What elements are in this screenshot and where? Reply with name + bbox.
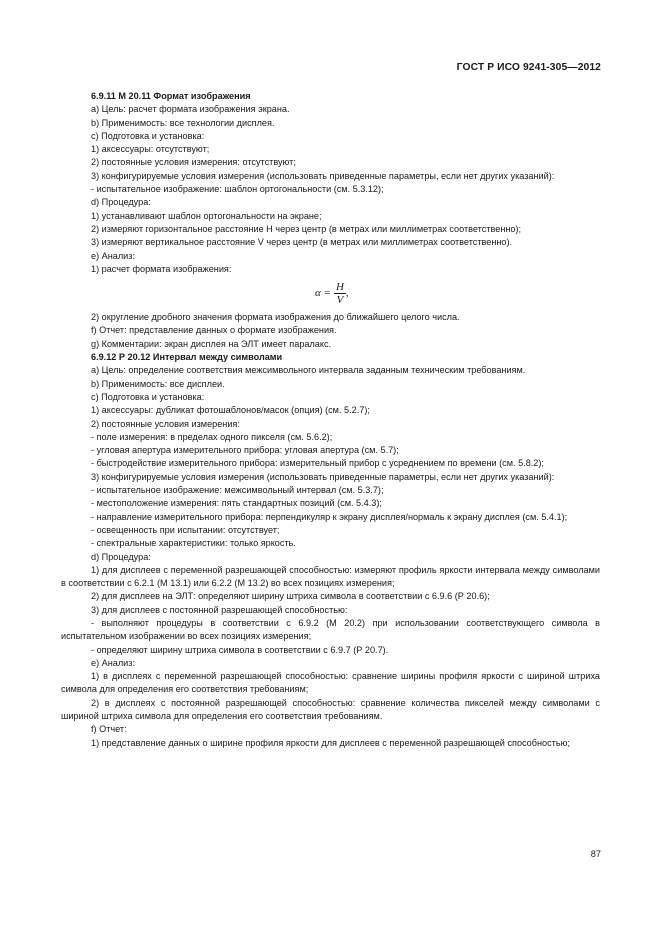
paragraph: e) Анализ: [91,657,135,668]
paragraph: - испытательное изображение: межсимвольный интервал (см. 5.3.7); [91,485,384,496]
paragraph: g) Комментарии: экран дисплея на ЭЛТ имеет паралакс. [91,338,332,349]
section-title-6-9-12: 6.9.12 Р 20.12 Интервал между символами [91,352,283,363]
paragraph: 2) измеряют горизонтальное расстояние H через центр (в метрах или миллиметрах соответственно); [91,223,522,234]
paragraph: 3) измеряют вертикальное расстояние V через центр (в метрах или миллиметрах соответственно). [91,237,513,248]
paragraph: d) Процедура: [91,551,151,562]
formula-denominator: V [336,293,344,306]
paragraph: 1) для дисплеев с переменной разрешающей способностью: измеряют профиль яркости интервала между символами в соответствии с 6.2.1 (М 13.1) или 6.2.2 (М 13.2) во всех позициях измерения; [61,564,600,589]
paragraph: - быстродействие измерительного прибора: измерительный прибор с усреднением по времени (см. 5.8.2); [91,458,544,469]
paragraph: a) Цель: определение соответствия межсимвольного интервала заданным техническим требованиям. [91,365,526,376]
document-header: ГОСТ Р ИСО 9241-305—2012 [456,62,601,73]
paragraph: 2) для дисплеев на ЭЛТ: определяют ширину штриха символа в соответствии с 6.9.6 (Р 20.6); [91,591,490,602]
paragraph: 1) аксессуары: отсутствуют; [91,144,210,155]
paragraph: 1) устанавливают шаблон ортогональности на экране; [91,210,322,221]
aspect-ratio-formula [61,278,600,308]
formula-lhs: α = [315,286,331,299]
paragraph: - местоположение измерения: пять стандартных позиций (см. 5.4.3); [91,498,382,509]
paragraph: 1) представление данных о ширине профиля яркости для дисплеев с переменной разрешающей способностью; [91,737,570,748]
page-number: 87 [590,849,601,859]
paragraph: 2) постоянные условия измерения: отсутствуют; [91,157,296,168]
formula-tail: , [345,286,349,299]
paragraph: c) Подготовка и установка: [91,130,205,141]
section-title-6-9-11: 6.9.11 М 20.11 Формат изображения [91,91,251,101]
paragraph: 2) в дисплеях с постоянной разрешающей способностью: сравнение количества пикселей между символами с шириной штриха символа для определения его соответствия требованиям. [61,697,600,722]
paragraph: - угловая апертура измерительного прибора: угловая апертура (см. 5.7); [91,445,399,456]
paragraph: e) Анализ: [91,250,135,261]
paragraph: - определяют ширину штриха символа в соответствии с 6.9.7 (Р 20.7). [91,644,389,655]
paragraph: c) Подготовка и установка: [91,391,205,402]
paragraph: 1) расчет формата изображения: [91,263,232,274]
formula-fraction [334,281,346,306]
formula-numerator: H [335,280,344,293]
paragraph: b) Применимость: все технологии дисплея. [91,117,275,128]
paragraph: b) Применимость: все дисплеи. [91,378,225,389]
paragraph: 1) аксессуары: дубликат фотошаблонов/масок (опция) (см. 5.2.7); [91,405,370,416]
paragraph: 3) для дисплеев с постоянной разрешающей способностью: [91,604,348,615]
paragraph: - поле измерения: в пределах одного пикселя (см. 5.6.2); [91,431,333,442]
paragraph: 3) конфигурируемые условия измерения (использовать приведенные параметры, если нет других указаний): [91,170,555,181]
paragraph: - освещенность при испытании: отсутствует; [91,524,280,535]
paragraph: - выполняют процедуры в соответствии с 6.9.2 (М 20.2) при использовании соответствующего символа в испытательном изображении во всех позициях измерения; [61,617,600,642]
paragraph: a) Цель: расчет формата изображения экрана. [91,104,290,115]
paragraph: 1) в дисплеях с переменной разрешающей способностью: сравнение ширины профиля яркости с шириной штриха символа для определения его соответствия требованиям; [61,671,600,695]
paragraph: 2) округление дробного значения формата изображения до ближайшего целого числа. [91,312,460,323]
paragraph: f) Отчет: [91,724,127,735]
paragraph: 3) конфигурируемые условия измерения (использовать приведенные параметры, если нет других указаний): [91,471,555,482]
paragraph: - спектральные характеристики: только яркость. [91,538,296,549]
paragraph: d) Процедура: [91,197,151,208]
paragraph: - направление измерительного прибора: перпендикуляр к экрану дисплея/нормаль к экрану дисплея (см. 5.4.1); [91,511,568,522]
document-body [61,90,600,750]
paragraph: 2) постоянные условия измерения: [91,418,240,429]
paragraph: f) Отчет: представление данных о формате изображения. [91,325,337,336]
paragraph: - испытательное изображение: шаблон ортогональности (см. 5.3.12); [91,184,384,195]
